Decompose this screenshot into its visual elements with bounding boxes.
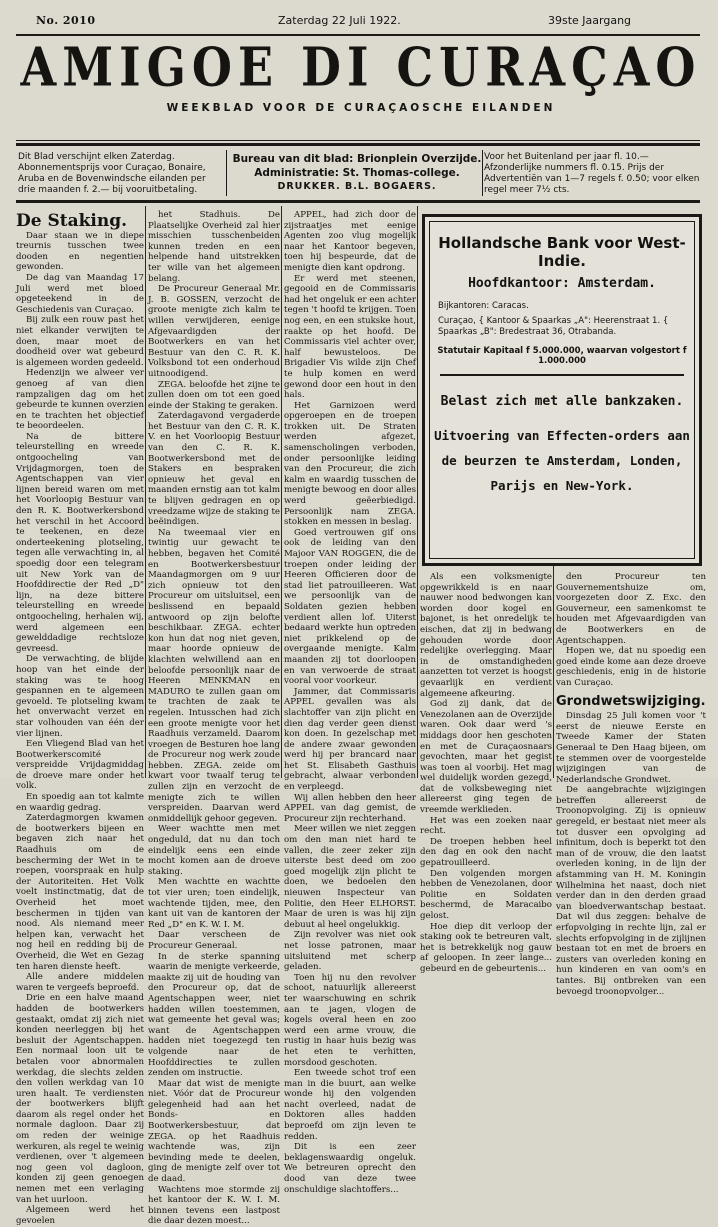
article-column-2 bbox=[148, 210, 280, 1227]
paragraph: Alle andere middelen waren te vergeefs beproefd. bbox=[16, 972, 144, 993]
ad-services-line: Uitvoering van Effecten-orders aan bbox=[434, 428, 690, 443]
masthead bbox=[18, 35, 704, 114]
paragraph: Het was een zoeken naar recht. bbox=[420, 815, 552, 837]
divider bbox=[440, 374, 684, 376]
paragraph: Goed vertrouwen gif ons ook de leiding van den Majoor VAN ROGGEN, die de troepen onder leiding der Heeren Officieren door de stad liet patrouilleeren. Wat we persoonlijk van de Soldaten gezien hebben verdient allen lof. Uiterst bedaard werkte hun optreden niet prikkelend op de overgaande menigte. Kalm maanden zij tot doorloopen en van verwoerde de straat vooral voor voorkeur. bbox=[284, 527, 416, 687]
paragraph: In de sterke spanning waarin de menigte verkeerde, maakte zij uit de houding van den Procureur op, dat de Agentschappen weer, niet hadden willen toestemmen, wat gemeente het geval was; want de Agentschappen hadden niet toegezegd ten volgende naar de Hoofddirecties te zullen zenden om instructie. bbox=[148, 951, 280, 1079]
office-address: Bureau van dit blad: Brionplein Overzijde. bbox=[232, 153, 482, 165]
paragraph: Een tweede schot trof een man in die buurt, aan welke wonde hij den volgenden nacht overleed, nadat de Doktoren alles hadden beproefd om zijn leven te redden. bbox=[284, 1068, 416, 1142]
volume-year: 39ste Jaargang bbox=[548, 14, 632, 27]
paragraph: Toen hij nu den revolver schoot, natuurlijk allereerst ter waarschuwing en schrik aan te jagen, vlogen de kogels overal heen en zoo werd een arme vrouw, die rustig in haar huis bezig was het eten te verhitten, morsdood geschoten. bbox=[284, 972, 416, 1068]
ad-curacao-offices: Curaçao, { Kantoor & Spaarkas „A": Heerenstraat 1. { Spaarkas „B": Bredestraat 36, Otrabanda. bbox=[438, 316, 669, 337]
paragraph: De aangebrachte wijzigingen betreffen allereerst de Troonopvolging. Zij is opnieuw geregeld, er bestaat niet meer als tot dusver een opvolging ad infinitum, doch is beperkt tot den man of de vrouw, die den laatst overleden koning, in de lijn der afstamming van H. M. Koningin Wilhelmina het naast, doch niet verder dan in den derden graad van bloedverwantschap bestaat. Dat wil dus zeggen: behalve de erfopvolging in rechte lijn, zal er slechts erfopvolging in de zijlijnen bestaan tot en met de broers en zusters van overleden koning en hun kinderen en van oom's en tantes. Bij ontbreken van een bevoegd troonopvolger... bbox=[556, 785, 706, 997]
article-column-5 bbox=[556, 572, 706, 997]
paragraph: Wachtens moe stormde zij het kantoor der K. W. I. M. binnen tevens een lastpost die daar dezen moest... bbox=[148, 1184, 280, 1227]
paragraph: den Procureur ten Gouvernementshuize om, voorgezeten door Z. Exc. den Gouverneur, een samenkomst te houden met Afgevaardigden van de Bootwerkers en de Agentschappen. bbox=[556, 572, 706, 646]
subscription-info: Dit Blad verschijnt elken Zaterdag. Abonnementsprijs voor Curaçao, Bonaire, Aruba en de Bovenwindsche eilanden per drie maanden f. 2.— bij vooruitbetaling. bbox=[18, 152, 206, 195]
divider bbox=[16, 140, 700, 141]
article-column-4 bbox=[420, 572, 552, 974]
pricing-info: Voor het Buitenland per jaar fl. 10.— Afzonderlijke nummers fl. 0.15. Prijs der Advertentiën van 1—7 regels f. 0.50; voor elken regel meer 7½ cts. bbox=[484, 152, 700, 195]
paragraph: Bij zulk een rouw past het niet elkander verwijten te doen, maar moet de doodheid over wat gebeurd is algemeen worden gedeeld. bbox=[16, 315, 144, 368]
divider bbox=[16, 143, 700, 146]
ad-services bbox=[430, 423, 694, 498]
newspaper-title: AMIGOE DI CURAÇAO bbox=[20, 35, 702, 99]
paragraph: Hedenzijn we alweer ver genoeg af van dien rampzaligen dag om het gebeurde te kunnen overzien en te trachten het objectief te beoordeelen. bbox=[16, 368, 144, 432]
paragraph: Na de bittere teleurstelling en wreede ontgoocheling van Vrijdagmorgen, toen de Agentschappen van vier lijnen bereid waren om met het Voorloopig Bestuur van den R. K. Bootwerkersbond het verschil in het Accoord te teekenen, en deze onderteekening plotseling, tegen alle verwachting in, al spoedig door een telegram uit New York van de Hoofddirectie der Red „D" lijn, na deze bittere teleurstelling en wreede ontgoocheling, herhalen wij, werd algemeen een gewelddadige rechtsloze gevreesd. bbox=[16, 431, 144, 654]
paragraph: het Stadhuis. De Plaatselijke Overheid zal hier misschien tusschenbeiden kunnen treden en een helpende hand uitstrekken ter wille van het algemeen belang. bbox=[148, 210, 280, 284]
paragraph: Daar verscheen de Procureur Generaal. bbox=[148, 930, 280, 951]
issue-date: Zaterdag 22 Juli 1922. bbox=[278, 14, 401, 27]
column-divider bbox=[281, 206, 282, 778]
paragraph: Dinsdag 25 Juli komen voor 't eerst de nieuwe Eerste en Tweede Kamer der Staten Generaal te Den Haag bijeen, om te stemmen over de voorgestelde wijzigingen van de Nederlandsche Grondwet. bbox=[556, 711, 706, 785]
column-divider bbox=[145, 206, 146, 778]
divider bbox=[16, 200, 700, 203]
ad-capital: Statutair Kapitaal f 5.000.000, waarvan volgestort f 1.000.000 bbox=[437, 346, 687, 366]
divider bbox=[482, 150, 483, 196]
ad-services-line: de beurzen te Amsterdam, Londen, bbox=[441, 453, 683, 468]
paragraph: Zaterdagavond vergaderde het Bestuur van den C. R. K. V. en het Voorloopig Bestuur van den C. R. K. Bootwerkersbond met de Stakers en bespraken opnieuw het geval en maanden ernstig aan tot kalm te blijven gedragen en op vreedzame wijze de staking te beëindigen. bbox=[148, 411, 280, 528]
paragraph: De dag van Maandag 17 Juli werd met bloed opgeteekend in de Geschiedenis van Curaçao. bbox=[16, 272, 144, 315]
paragraph: De Procureur Generaal Mr. J. B. GOSSEN, verzocht de groote menigte zich kalm te willen verwijderen, eenige Afgevaardigden der Bootwerkers en van het Bestuur van den C. R. K. Volksbond tot een onderhoud uitnoodigend. bbox=[148, 284, 280, 379]
paragraph: Daar staan we in diepe treurnis tusschen twee dooden en negentien gewonden. bbox=[16, 230, 144, 273]
ad-headquarters: Hoofdkantoor: Amsterdam. bbox=[468, 276, 656, 291]
bank-advertisement bbox=[422, 214, 702, 566]
paragraph: Maar dat wist de menigte niet. Vóór dat de Procureur gelegenheid had aan het Bonds- en Bootwerkersbestuur, dat ZEGA. op het Raadhuis wachtende was, zijn bevinding mede te deelen, ging de menigte zelf over tot de daad. bbox=[148, 1078, 280, 1185]
paragraph: Meer willen we niet zeggen om den man niet hard te vallen, die zeer zeker zijn uiterste best deed om zoo goed mogelijk zijn plicht te doen, we bedoelen den nieuwen Inspecteur van Politie, den Heer ELHORST. Maar de uren is was hij zijn debuut al heel ongelukkig. bbox=[284, 824, 416, 930]
paragraph: De verwachting, de blijde hoop van het einde der staking was te hoog gespannen en te algemeen gevoeld. Te plotseling kwam het onverwacht verzet en star volhouden van één der vier lijnen. bbox=[16, 654, 144, 739]
paragraph: APPEL, had zich door de zijstraatjes met eenige Agenten zoo vlug mogelijk naar het Kantoor begeven, toen hij bespeurde, dat de menigte dien kant opdrong. bbox=[284, 210, 416, 273]
article-column-1 bbox=[16, 210, 145, 1226]
paragraph: ZEGA. beloofde het zijne te zullen doen om tot een goed einde der Staking te geraken. bbox=[148, 379, 280, 411]
paragraph: Na tweemaal vier en twintig uur gewacht te hebben, begaven het Comité en Bootwerkersbestuur Maandagmorgen om 9 uur zich opnieuw tot den Procureur om uitsluitsel, een beslissend en bepaald antwoord op zijn belofte beschikbaar. ZEGA. echter kon hun dat nog niet geven, maar hoorde opnieuw de klachten welwillend aan en beloofde persoonlijk naar de Heeren MENKMAN en MADURO te zullen gaan om te trachten de zaak te regelen. Intusschen had zich een groote menigte voor het Raadhuis verzameld. Daarom vroegen de Besturen hoe lang de Procureur nog werk zoude hebben. ZEGA. zeide om kwart voor twaalf terug te zullen zijn en verzocht de menigte zich te willen verspreiden. Daarvan werd onmiddellijk gehoor gegeven. bbox=[148, 527, 280, 824]
paragraph: Jammer, dat Commissaris APPEL gevallen was als slachtoffer van zijn plicht en dien dag verder geen dienst kon doen. In gezelschap met de andere zwaar gewonden werd hij per brancard naar het St. Elisabeth Gasthuis gebracht, alwaar verbonden en verpleegd. bbox=[284, 686, 416, 793]
paragraph: Weer wachtte men met ongeduld, dat nu dan toch eindelijk eens een einde mocht komen aan de droeve staking. bbox=[148, 824, 280, 877]
column-divider bbox=[553, 566, 554, 778]
newspaper-subtitle: WEEKBLAD VOOR DE CURAÇAOSCHE EILANDEN bbox=[166, 102, 556, 114]
printer: DRUKKER. B.L. BOGAERS. bbox=[277, 181, 437, 192]
paragraph: Hoe diep dit verloop der staking ook te betreuren valt, het is betrekkelijk nog gauw af geloopen. In zeer lange... gebeurd en de gebeurtenis... bbox=[420, 921, 552, 974]
ad-bank-name: Hollandsche Bank voor West-Indie. bbox=[438, 234, 686, 270]
administration: Administratie: St. Thomas-college. bbox=[254, 167, 460, 179]
ad-branches: Bijkantoren: Caracas. bbox=[438, 301, 529, 311]
paragraph: Er werd met steenen, gegooid en de Commissaris had het ongeluk er een achter tegen 't hoofd te krijgen. Toen nog een, en een stukske hout, raakte op het hoofd. De Commissaris viel achter over, half bewusteloos. De Brigadier Vis wilde zijn Chef te hulp komen en werd gewond door een hout in den hals. bbox=[284, 273, 416, 401]
paragraph: Dit is een zeer beklagenswaardig ongeluk. We betreuren oprecht den dood van deze twee onschuldige slachtoffers... bbox=[284, 1142, 416, 1195]
issue-line bbox=[0, 0, 718, 34]
paragraph: Algemeen werd het gevoelen bbox=[16, 1205, 144, 1226]
paragraph: Zaterdagmorgen kwamen de bootwerkers bijeen en begaven zich naar het Raadhuis om de bescherming der Wet in te roepen, voorspraak en hulp der Autoriteiten. Het Volk voelt instinctmatig, dat de Overheid het moet beschermen in tijden van nood. Als niemand meer helpen kan, verwacht het nog heil en redding bij de Overheid, die Wet en Gezag ten haren dienste heeft. bbox=[16, 813, 144, 972]
article-heading-staking: De Staking. bbox=[16, 211, 128, 231]
paragraph: Wij allen hebben den heer APPEL van dag gemist, de Procureur zijn rechterhand. bbox=[284, 792, 416, 824]
office-info bbox=[232, 152, 482, 194]
issue-number: No. 2010 bbox=[36, 14, 96, 27]
paragraph: Drie en een halve maand hadden de bootwerkers gestaakt, omdat zij zich niet konden neerleggen bij het besluit der Agentschappen. Een normaal loon uit te betalen voor abnormalen werkdag, die slechts zelden den vollen werkdag van 10 uren haalt. Te verdiensten der bootwerkers blijft daarom als regel onder het normale dagloon. Daar zij om reden der weinige werkuren, als regel te weinig verdienen, over 't algemeen nog geen vol dagloon, konden zij geen genoegen nemen met een verlaging van het uurloon. bbox=[16, 993, 145, 1205]
ad-services-line: Parijs en New-York. bbox=[490, 478, 634, 493]
divider bbox=[226, 150, 227, 196]
paragraph: En spoedig aan tot kalmte en waardig gedrag. bbox=[16, 792, 144, 813]
paragraph: Als een volksmenigte opgewrikkeld is en naar nauwer nood bedwongen kan worden door kogel en bajonet, is het onredelijk te eischen, dat zij in bedwang gehouden worde door redelijke overlegging. Maar in de omstandigheden aanzetten tot verzet is hoogst gevaarlijk en verdient algemeene afkeuring. bbox=[420, 572, 552, 699]
column-divider bbox=[417, 206, 418, 778]
article-body bbox=[16, 231, 144, 1227]
paragraph: De troepen hebben heel den dag en ook den nacht gepatrouilleerd. bbox=[420, 836, 552, 869]
article-heading-grondwet: Grondwetswijziging. bbox=[556, 693, 706, 709]
paragraph: Hopen we, dat nu spoedig een goed einde kome aan deze droeve geschiedenis, enig in de historie van Curaçao. bbox=[556, 646, 706, 688]
paragraph: Het Garnizoen werd opgeroepen en de troepen trokken uit. De Straten werden afgezet, samenscholingen verboden, onder persoonlijke leiding van den Procureur, die zich kalm en waardig tusschen de menigte bewoog en door alles werd geëerbiedigd. Persoonlijk nam ZEGA. stokken en messen in beslag. bbox=[284, 400, 416, 528]
article-column-3 bbox=[284, 210, 416, 1195]
paragraph: Men wachtte en wachtte tot vier uren; toen eindelijk, wachtende tijden, mee, den kant uit van de kantoren der Red „D" en K. W. I. M. bbox=[148, 877, 280, 930]
paragraph: Een Vliegend Blad van het Bootwerkerscomité verspreidde Vrijdagmiddag de droeve mare onder het volk. bbox=[16, 739, 144, 792]
paragraph: Den volgenden morgen hebben de Venezolanen, door Politie en Soldaten beschermd, de Maracaibo gelost. bbox=[420, 868, 552, 921]
ad-inner-border bbox=[429, 221, 695, 559]
ad-slogan: Belast zich met alle bankzaken. bbox=[440, 394, 684, 409]
paragraph: God zij dank, dat de Venezolanen aan de Overzijde waren. Ook daar werd 's middags door hen geschoten en met de Curaçaosnaars gevochten, maar het gegist was toen al voorbij. Het mag wel duidelijk worden gezegd, dat de volksbeweging niet allereerst ging tegen de vreemde werklieden. bbox=[420, 699, 552, 816]
paragraph: Zijn revolver was niet ook net losse patronen, maar uitsluitend met scherp geladen. bbox=[284, 930, 416, 973]
